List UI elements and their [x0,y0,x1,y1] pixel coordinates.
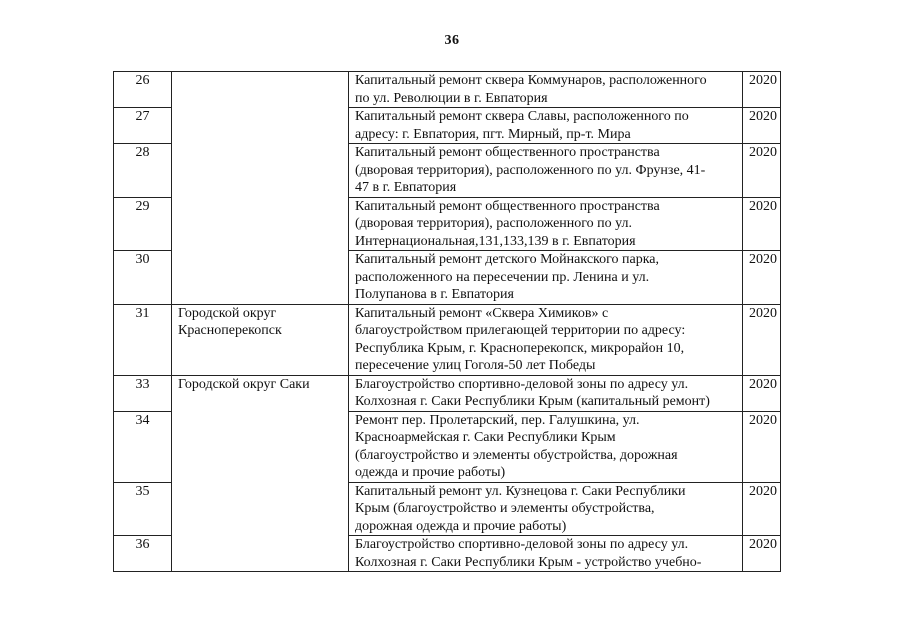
row-number: 33 [114,375,172,411]
row-number: 29 [114,197,172,251]
row-number: 26 [114,72,172,108]
year-cell: 2020 [743,108,781,144]
project-description: Ремонт пер. Пролетарский, пер. Галушкина, ул. Красноармейская г. Саки Республики Крым (благоустройство и элементы обустройства, дорожная одежда и прочие работы) [349,411,743,482]
row-number: 28 [114,144,172,198]
row-number: 34 [114,411,172,482]
year-cell: 2020 [743,72,781,108]
project-description: Капитальный ремонт сквера Коммунаров, расположенного по ул. Революции в г. Евпатория [349,72,743,108]
page-number: 36 [444,33,460,48]
project-description: Благоустройство спортивно-деловой зоны по адресу ул. Колхозная г. Саки Республики Крым - устройство учебно- [349,536,743,572]
year-cell: 2020 [743,251,781,305]
year-cell: 2020 [743,536,781,572]
row-number: 35 [114,482,172,536]
row-number: 30 [114,251,172,305]
year-cell: 2020 [743,304,781,375]
project-description: Капитальный ремонт общественного пространства (дворовая территория), расположенного по ул. Фрунзе, 41- 47 в г. Евпатория [349,144,743,198]
year-cell: 2020 [743,144,781,198]
project-description: Капитальный ремонт ул. Кузнецова г. Саки Республики Крым (благоустройство и элементы обустройства, дорожная одежда и прочие работы) [349,482,743,536]
projects-table [113,71,781,572]
year-cell: 2020 [743,411,781,482]
municipality-cell: Городской округ Красноперекопск [172,304,349,375]
year-cell: 2020 [743,375,781,411]
table-row [114,304,781,375]
table-row [114,375,781,411]
row-number: 36 [114,536,172,572]
project-description: Капитальный ремонт общественного пространства (дворовая территория), расположенного по ул. Интернациональная,131,133,139 в г. Евпатория [349,197,743,251]
municipality-cell: Городской округ Саки [172,375,349,572]
municipality-cell [172,72,349,305]
row-number: 31 [114,304,172,375]
year-cell: 2020 [743,482,781,536]
project-description: Капитальный ремонт сквера Славы, расположенного по адресу: г. Евпатория, пгт. Мирный, пр-т. Мира [349,108,743,144]
project-description: Капитальный ремонт «Сквера Химиков» с благоустройством прилегающей территории по адресу: Республика Крым, г. Красноперекопск, микрорайон 10, пересечение улиц Гоголя-50 лет Победы [349,304,743,375]
table-row [114,72,781,108]
project-description: Капитальный ремонт детского Мойнакского парка, расположенного на пересечении пр. Ленина и ул. Полупанова в г. Евпатория [349,251,743,305]
row-number: 27 [114,108,172,144]
project-description: Благоустройство спортивно-деловой зоны по адресу ул. Колхозная г. Саки Республики Крым (капитальный ремонт) [349,375,743,411]
year-cell: 2020 [743,197,781,251]
